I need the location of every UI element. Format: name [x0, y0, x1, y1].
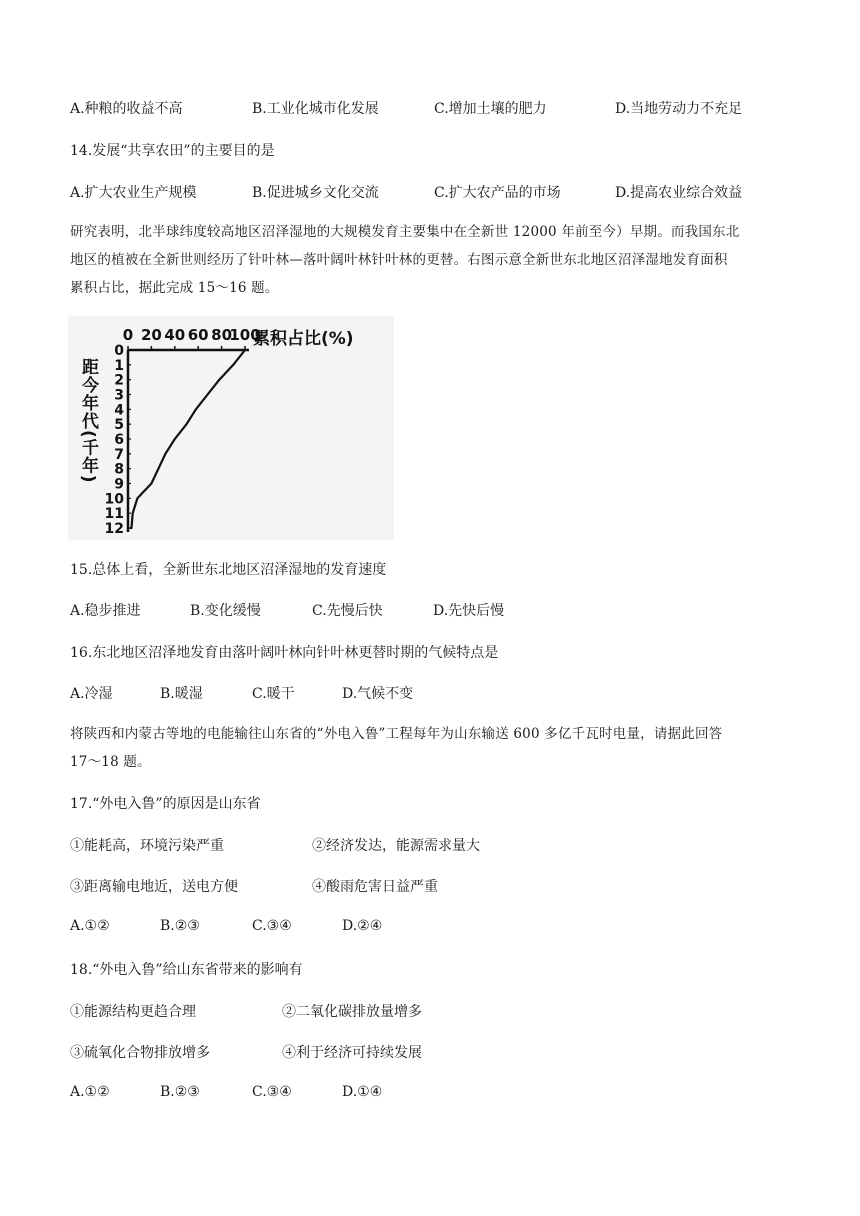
q17-stem: 17.“外电入鲁”的原因是山东省 — [70, 796, 261, 812]
q14-option-b: B.促进城乡文化交流 — [252, 185, 379, 201]
y-tick-label: 1 — [114, 357, 124, 374]
q18-item-1: ①能源结构更趋合理 — [70, 1004, 196, 1020]
q15-options — [70, 600, 530, 620]
q14-option-a: A.扩大农业生产规模 — [70, 185, 197, 201]
q18-items-row2 — [70, 1042, 570, 1062]
q18-item-3: ③硫氧化合物排放增多 — [70, 1045, 210, 1061]
q17-option-b: B.②③ — [160, 918, 200, 934]
q18-stem: 18.“外电入鲁”给山东省带来的影响有 — [70, 962, 303, 978]
q13-option-d: D.当地劳动力不充足 — [615, 101, 743, 117]
passage-line: 17～18 题。 — [70, 754, 151, 770]
y-axis — [78, 343, 131, 537]
y-tick-label: 8 — [114, 461, 124, 478]
q18-options — [70, 1084, 470, 1104]
y-tick-label: 2 — [114, 372, 124, 389]
q14-option-c: C.扩大农产品的市场 — [434, 185, 561, 201]
y-tick-label: 9 — [114, 476, 124, 493]
data-point — [207, 394, 209, 396]
wetland-chart — [68, 316, 394, 540]
data-point — [158, 468, 160, 470]
q18-items-row1 — [70, 1001, 570, 1021]
q17-item-2: ②经济发达，能源需求量大 — [312, 838, 480, 854]
q15-option-a: A.稳步推进 — [70, 603, 141, 619]
data-point — [151, 483, 153, 485]
passage-line: 将陕西和内蒙古等地的电能输往山东省的“外电入鲁”工程每年为山东输送 600 多亿千瓦时电量，请据此回答 — [70, 726, 723, 742]
q16-option-a: A.冷湿 — [70, 686, 113, 702]
series-group — [129, 349, 246, 529]
q16-option-b: B.暖湿 — [160, 686, 203, 702]
data-point — [132, 512, 134, 514]
data-point — [244, 349, 246, 351]
q17-option-a: A.①② — [70, 918, 110, 934]
x-tick-label: 0 — [122, 326, 134, 344]
q14-options — [70, 182, 800, 202]
data-point — [218, 379, 220, 381]
x-tick-label: 80 — [211, 326, 233, 344]
y-tick-label: 11 — [104, 506, 124, 523]
q13-option-b: B.工业化城市化发展 — [252, 101, 379, 117]
data-point — [174, 438, 176, 440]
y-tick-label: 10 — [104, 491, 124, 508]
q18-option-d: D.①④ — [342, 1084, 383, 1100]
q13-option-c: C.增加土壤的肥力 — [434, 101, 547, 117]
data-point — [165, 453, 167, 455]
q16-option-c: C.暖干 — [252, 686, 295, 702]
y-tick-label: 6 — [114, 432, 124, 448]
q17-items-row1 — [70, 835, 570, 855]
q18-option-b: B.②③ — [160, 1084, 200, 1100]
q18-item-4: ④利于经济可持续发展 — [282, 1045, 422, 1061]
q17-item-4: ④酸雨危害日益严重 — [312, 879, 438, 895]
x-axis-title: 累积占比(%) — [253, 329, 354, 349]
q13-options — [70, 98, 800, 118]
wetland-chart-svg — [68, 316, 394, 540]
q15-stem: 15.总体上看，全新世东北地区沼泽湿地的发育速度 — [70, 562, 387, 578]
passage-wetland — [70, 218, 798, 302]
data-point — [186, 423, 188, 425]
q17-option-d: D.②④ — [342, 918, 383, 934]
q13-option-a: A.种粮的收益不高 — [70, 101, 183, 117]
passage-line: 地区的植被在全新世则经历了针叶林—落叶阔叶林针叶林的更替。右图示意全新世东北地区沼泽湿地发育面积 — [70, 252, 728, 268]
data-point — [195, 408, 197, 410]
q17-option-c: C.③④ — [252, 918, 292, 934]
q16-option-d: D.气候不变 — [342, 686, 414, 702]
y-tick-label: 4 — [114, 402, 124, 419]
x-tick-label: 20 — [140, 326, 162, 344]
q15-option-b: B.变化缓慢 — [190, 603, 261, 619]
data-point — [232, 364, 234, 366]
x-tick-label: 40 — [164, 326, 186, 344]
q17-options — [70, 918, 470, 938]
q18-item-2: ②二氧化碳排放量增多 — [282, 1004, 422, 1020]
q16-options — [70, 683, 530, 703]
q15-option-d: D.先快后慢 — [433, 603, 505, 619]
q18-option-c: C.③④ — [252, 1084, 292, 1100]
q15-option-c: C.先慢后快 — [312, 603, 383, 619]
passage-electricity — [70, 720, 798, 776]
x-tick-label: 100 — [229, 326, 261, 344]
data-point — [137, 497, 139, 499]
y-tick-label: 3 — [114, 387, 124, 404]
q17-item-1: ①能耗高，环境污染严重 — [70, 838, 224, 854]
y-tick-label: 12 — [104, 521, 124, 537]
series-line — [130, 350, 245, 528]
passage-line: 累积占比，据此完成 15～16 题。 — [70, 280, 279, 296]
y-axis-title: 距今年代(千年) — [78, 358, 98, 484]
passage-line: 研究表明，北半球纬度较高地区沼泽湿地的大规模发育主要集中在全新世 12000 年前至今）早期。而我国东北 — [70, 224, 740, 240]
y-tick-label: 0 — [114, 343, 124, 359]
y-tick-label: 5 — [114, 417, 124, 434]
x-tick-label: 60 — [187, 326, 209, 344]
q16-stem: 16.东北地区沼泽地发育由落叶阔叶林向针叶林更替时期的气候特点是 — [70, 645, 499, 661]
q14-stem: 14.发展“共享农田”的主要目的是 — [70, 143, 275, 159]
q17-item-3: ③距离输电地近，送电方便 — [70, 879, 238, 895]
q14-option-d: D.提高农业综合效益 — [615, 185, 743, 201]
q17-items-row2 — [70, 876, 570, 896]
data-point — [129, 527, 131, 529]
q18-option-a: A.①② — [70, 1084, 110, 1100]
x-axis — [123, 326, 261, 350]
y-tick-label: 7 — [114, 446, 124, 463]
